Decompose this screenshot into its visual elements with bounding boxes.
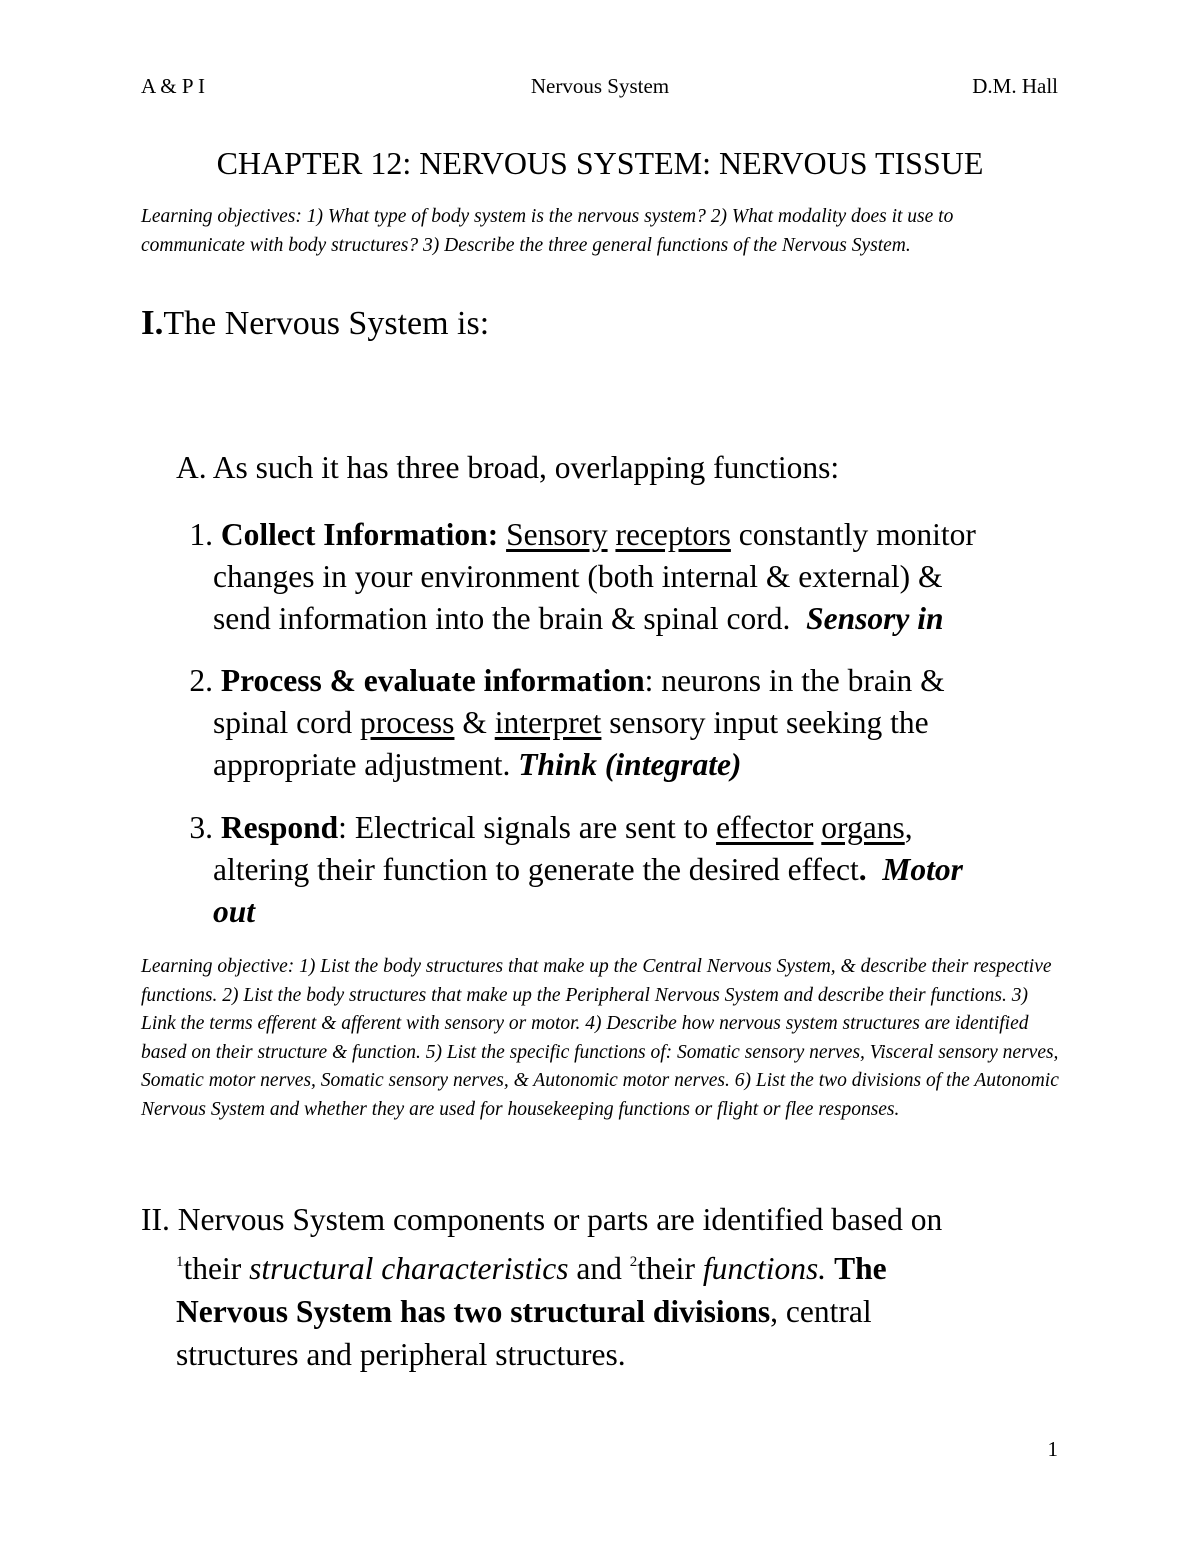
item-text: changes in your environment (both internal & external) & bbox=[213, 559, 943, 594]
section-2-text: their bbox=[183, 1251, 242, 1286]
item-number: 2. bbox=[189, 663, 213, 698]
item-emphasis: Sensory in bbox=[806, 601, 944, 636]
item-punct: : bbox=[338, 810, 347, 845]
section-2-emphasis: structural characteristics bbox=[249, 1251, 569, 1286]
section-1-numeral: I. bbox=[141, 303, 164, 342]
item-punct: , bbox=[904, 810, 913, 845]
section-2-text: their bbox=[637, 1251, 695, 1286]
section-2-text: , central bbox=[770, 1294, 872, 1329]
section-2-bold: Nervous System has two structural divisions bbox=[176, 1294, 771, 1329]
underlined-term: effector bbox=[716, 810, 814, 845]
item-heading: Collect Information: bbox=[220, 517, 499, 552]
underlined-term: Sensory bbox=[506, 517, 608, 552]
item-text: constantly monitor bbox=[738, 517, 976, 552]
item-text: appropriate adjustment. bbox=[213, 747, 511, 782]
section-1-text: The Nervous System is: bbox=[163, 305, 490, 342]
item-number: 1. bbox=[189, 517, 213, 552]
item-heading: Respond bbox=[220, 810, 339, 845]
section-2-text: structures and peripheral structures. bbox=[176, 1337, 626, 1372]
header-topic: Nervous System bbox=[530, 74, 670, 98]
item-number: 3. bbox=[189, 810, 213, 845]
subsection-a: A. As such it has three broad, overlapping functions: bbox=[176, 450, 840, 485]
item-heading: Process & evaluate information bbox=[220, 663, 645, 698]
underlined-term: interpret bbox=[494, 705, 602, 740]
chapter-title: CHAPTER 12: NERVOUS SYSTEM: NERVOUS TISSUE bbox=[216, 145, 984, 181]
function-item-2 bbox=[160, 660, 1060, 786]
learning-objectives-2: Learning objective: 1) List the body structures that make up the Central Nervous System, & describe their respective functions. 2) List the body structures that make up the Peripheral Nervous System and describe their functions. 3) Link the terms efferent & afferent with sensory or motor. 4) Describe how nervous system structures are identified based on their structure & function. 5) List the specific functions of: Somatic sensory nerves, Visceral sensory nerves, Somatic motor nerves, Somatic sensory nerves, & Autonomic motor nerves. 6) List the two divisions of the Autonomic Nervous System and whether they are used for housekeeping functions or flight or flee responses. bbox=[141, 956, 1059, 1120]
section-2-text: and bbox=[576, 1251, 622, 1286]
header-author: D.M. Hall bbox=[972, 74, 1058, 98]
item-text: sensory input seeking the bbox=[609, 705, 929, 740]
section-2-line: II. Nervous System components or parts are identified based on bbox=[141, 1202, 943, 1237]
section-2-bold: The bbox=[834, 1251, 887, 1286]
item-text: altering their function to generate the desired effect bbox=[213, 852, 859, 887]
underlined-term: organs bbox=[821, 810, 905, 845]
section-2-emphasis: functions. bbox=[702, 1251, 827, 1286]
item-text: spinal cord bbox=[213, 705, 353, 740]
underlined-term: receptors bbox=[615, 517, 731, 552]
item-emphasis: Think (integrate) bbox=[518, 747, 742, 782]
section-2 bbox=[141, 1198, 1061, 1376]
item-punct: . bbox=[858, 852, 867, 887]
item-emphasis: out bbox=[213, 894, 256, 929]
item-emphasis: Motor bbox=[882, 852, 963, 887]
function-item-1 bbox=[160, 514, 1060, 640]
function-item-3 bbox=[160, 807, 1060, 933]
learning-objectives-1: Learning objectives: 1) What type of body system is the nervous system? 2) What modality does it use to communicate with body structures? 3) Describe the three general functions of the Nervous System. bbox=[141, 206, 954, 256]
item-text: send information into the brain & spinal cord. bbox=[213, 601, 791, 636]
item-text: & bbox=[462, 705, 487, 740]
underlined-term: process bbox=[359, 705, 455, 740]
item-punct: : bbox=[644, 663, 654, 698]
section-1-heading bbox=[141, 303, 489, 343]
item-text: Electrical signals are sent to bbox=[354, 810, 709, 845]
page-number: 1 bbox=[1047, 1437, 1058, 1461]
footnote-marker: 1 bbox=[176, 1254, 184, 1270]
header-course: A & P I bbox=[141, 74, 205, 98]
footnote-marker: 2 bbox=[629, 1254, 638, 1270]
item-text: neurons in the brain & bbox=[661, 663, 945, 698]
